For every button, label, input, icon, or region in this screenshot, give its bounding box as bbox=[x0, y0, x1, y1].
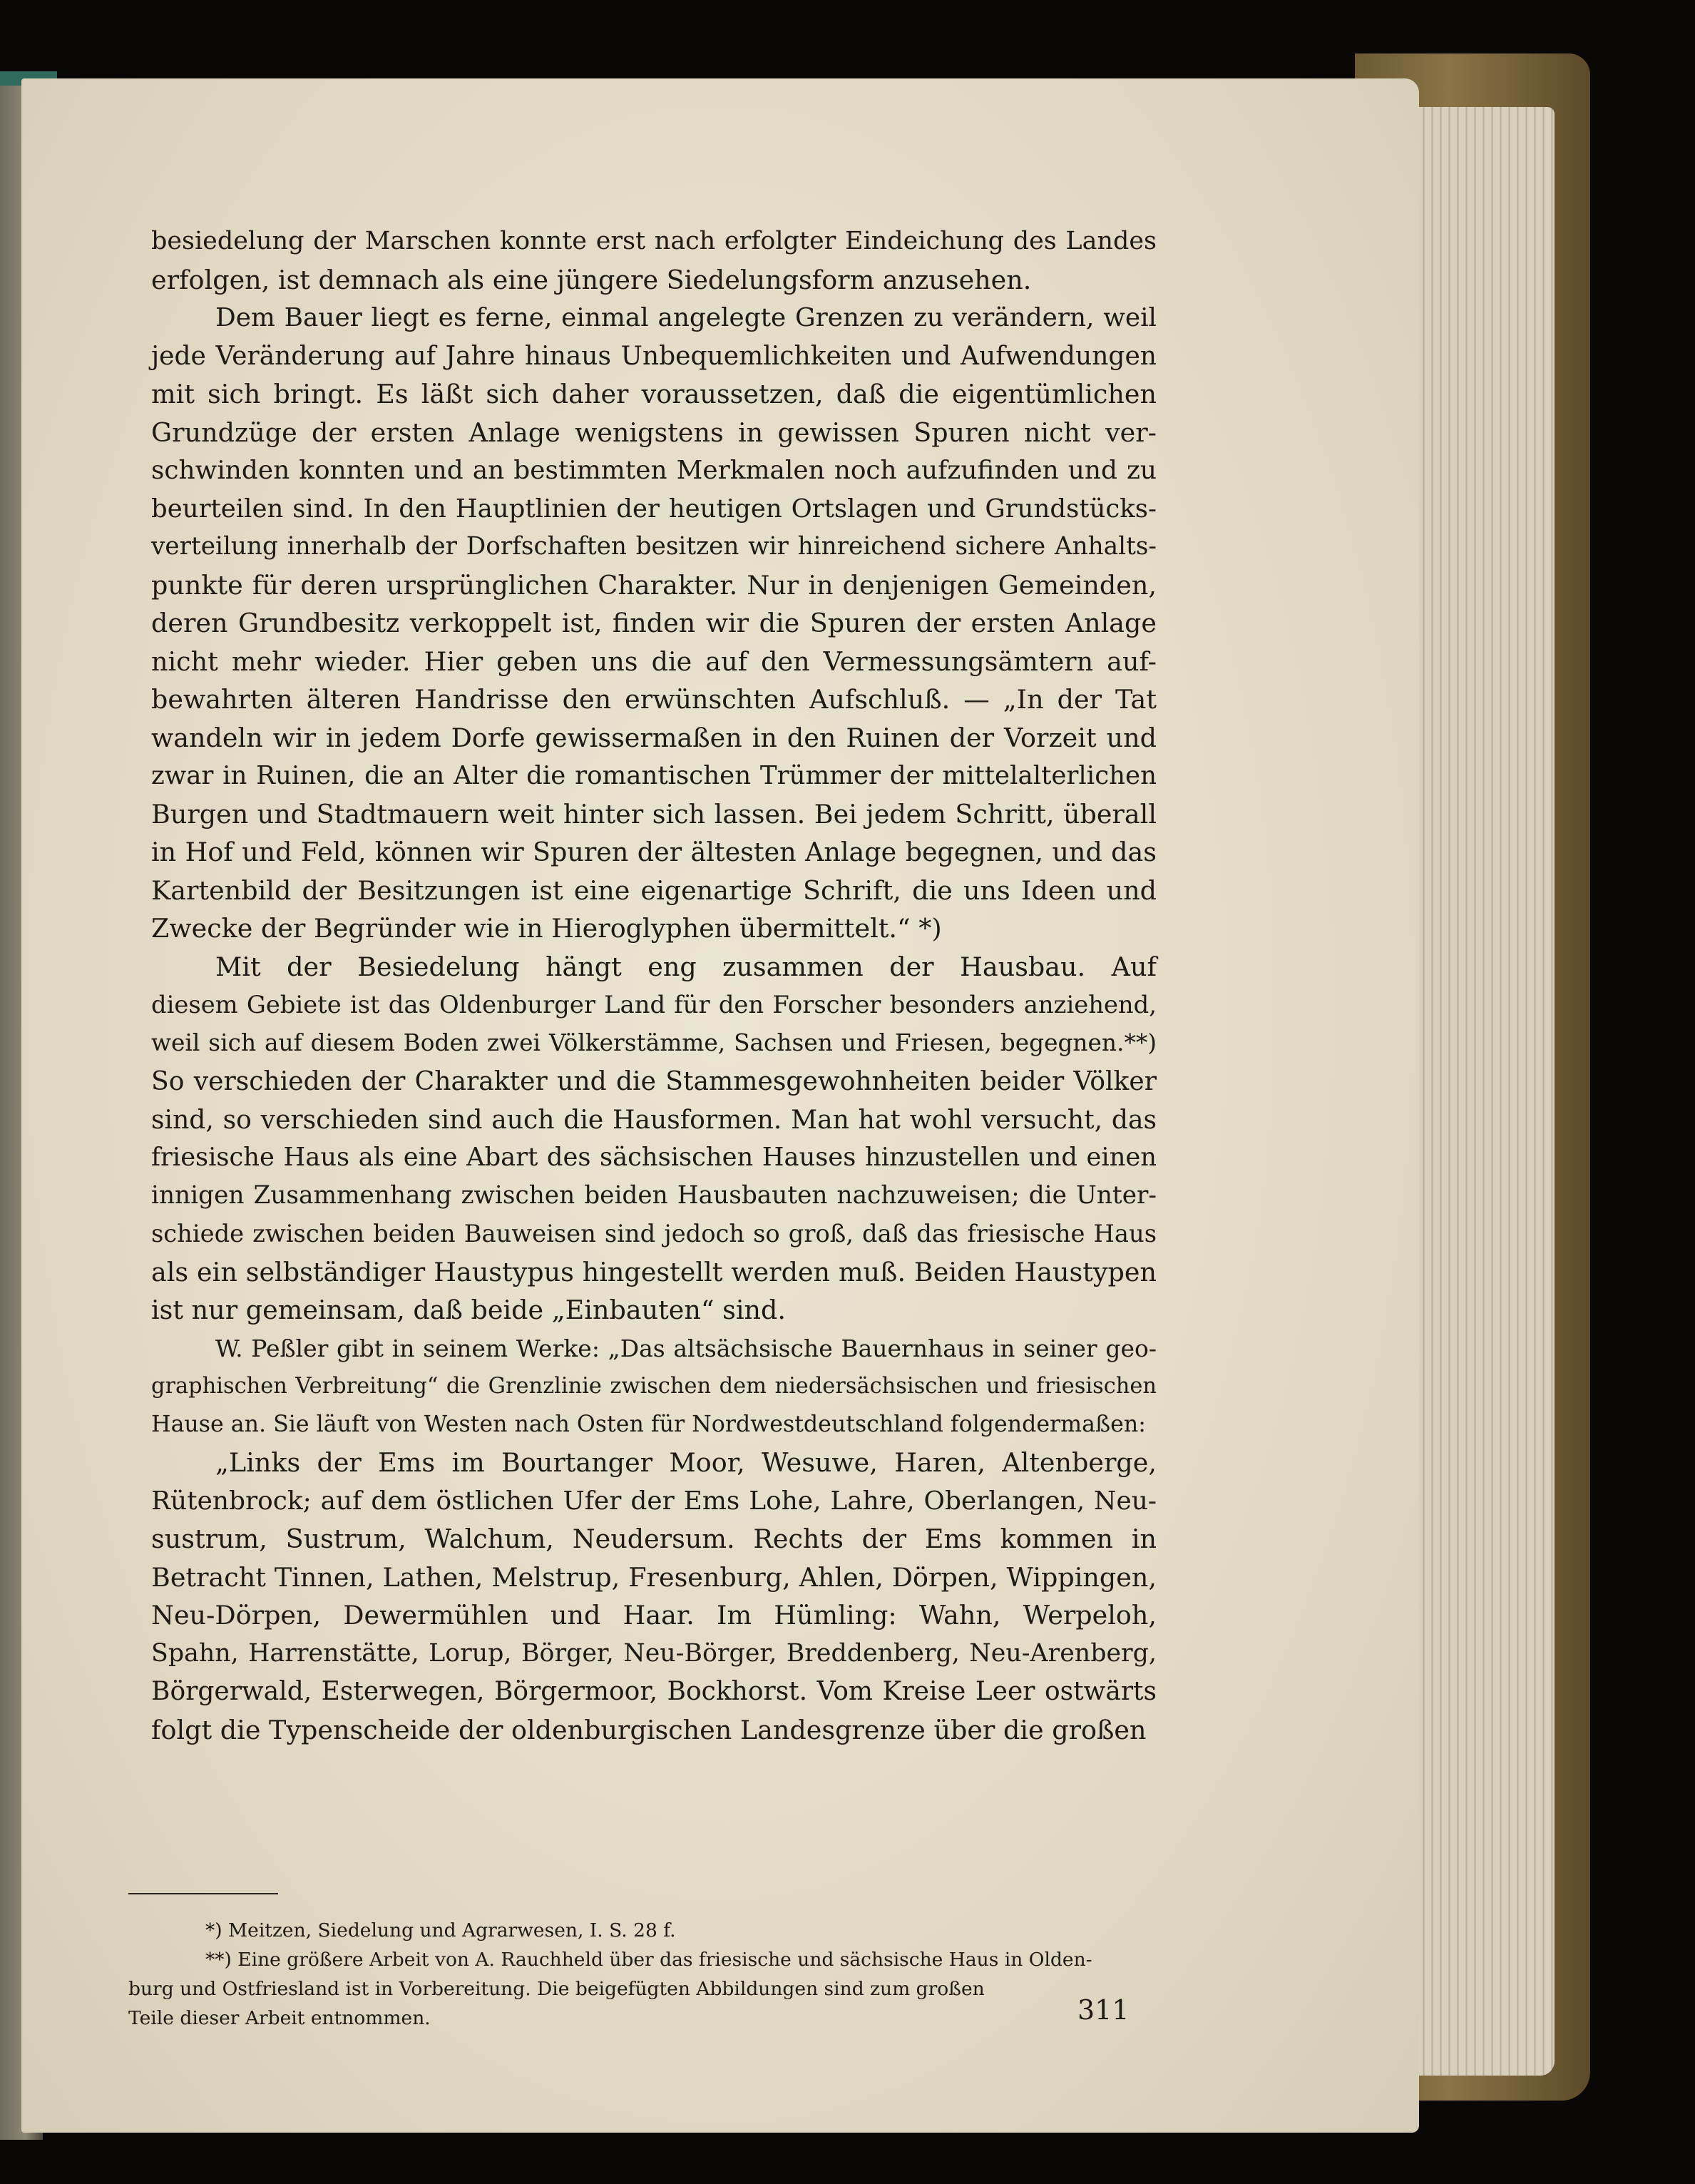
paragraph bbox=[151, 299, 1157, 948]
paragraph bbox=[151, 1330, 1157, 1444]
paragraph bbox=[151, 223, 1157, 299]
text-line: folgt die Typenscheide der oldenburgischen Landesgrenze über die großen bbox=[151, 1714, 1147, 1745]
footnote-line: *) Meitzen, Siedelung und Agrarwesen, I. S. 28 f. bbox=[205, 1919, 676, 1941]
text-line: ist nur gemeinsam, daß beide „Einbauten“ sind. bbox=[151, 1295, 787, 1325]
text-line: Zwecke der Begründer wie in Hieroglyphen übermittelt.“ *) bbox=[151, 913, 942, 944]
text-line: sustrum, Sustrum, Walchum, Neudersum. Rechts der Ems kommen in bbox=[151, 1524, 1157, 1554]
footnote-line: burg und Ostfriesland ist in Vorbereitung. Die beigefügten Abbildungen sind zum großen bbox=[128, 1978, 985, 2000]
text-line: Grundzüge der ersten Anlage wenigstens in gewissen Spuren nicht ver- bbox=[151, 417, 1157, 448]
text-line: besiedelung der Marschen konnte erst nach erfolgter Eindeichung des Landes bbox=[151, 227, 1157, 255]
text-line: deren Grundbesitz verkoppelt ist, finden wir die Spuren der ersten Anlage bbox=[151, 608, 1157, 638]
text-line: erfolgen, ist demnach als eine jüngere Siedelungsform anzusehen. bbox=[151, 264, 1032, 295]
text-line: Rütenbrock; auf dem östlichen Ufer der Ems Lohe, Lahre, Oberlangen, Neu- bbox=[151, 1486, 1157, 1516]
footnote-line: Teile dieser Arbeit entnommen. bbox=[128, 2007, 431, 2029]
text-line: Börgerwald, Esterwegen, Börgermoor, Bockhorst. Vom Kreise Leer ostwärts bbox=[151, 1677, 1157, 1706]
text-line: mit sich bringt. Es läßt sich daher voraussetzen, daß die eigentümlichen bbox=[151, 379, 1157, 409]
text-line: Hause an. Sie läuft von Westen nach Osten für Nordwestdeutschland folgendermaßen: bbox=[151, 1411, 1146, 1437]
text-line: Dem Bauer liegt es ferne, einmal angelegte Grenzen zu verändern, weil bbox=[215, 303, 1157, 332]
text-line: nicht mehr wieder. Hier geben uns die auf den Vermessungsämtern auf- bbox=[151, 645, 1157, 677]
text-line: „Links der Ems im Bourtanger Moor, Wesuwe, Haren, Altenberge, bbox=[215, 1447, 1157, 1478]
text-line: diesem Gebiete ist das Oldenburger Land für den Forscher besonders anziehend, bbox=[151, 991, 1157, 1019]
text-line: Kartenbild der Besitzungen ist eine eigenartige Schrift, die uns Ideen und bbox=[151, 874, 1157, 906]
text-line: sind, so verschieden sind auch die Hausformen. Man hat wohl versucht, das bbox=[151, 1103, 1157, 1135]
text-line: schiede zwischen beiden Bauweisen sind jedoch so groß, daß das friesische Haus bbox=[151, 1220, 1157, 1247]
text-line: in Hof und Feld, können wir Spuren der ältesten Anlage begegnen, und das bbox=[151, 837, 1157, 867]
footnote-line: **) Eine größere Arbeit von A. Rauchheld über das friesische und sächsische Haus in Olden- bbox=[205, 1949, 1092, 1971]
text-line: zwar in Ruinen, die an Alter die romantischen Trümmer der mittelalterlichen bbox=[151, 761, 1157, 790]
text-line: beurteilen sind. In den Hauptlinien der heutigen Ortslagen und Grundstücks- bbox=[151, 494, 1157, 524]
text-line: Spahn, Harrenstätte, Lorup, Börger, Neu-Börger, Breddenberg, Neu-Arenberg, bbox=[151, 1638, 1157, 1668]
text-line: weil sich auf diesem Boden zwei Völkerstämme, Sachsen und Friesen, begegnen.**) bbox=[151, 1029, 1157, 1056]
text-line: schwinden konnten und an bestimmten Merkmalen noch aufzufinden und zu bbox=[151, 456, 1157, 485]
text-line: graphischen Verbreitung“ die Grenzlinie zwischen dem niedersächsischen und friesischen bbox=[151, 1374, 1157, 1399]
text-line: Mit der Besiedelung hängt eng zusammen der Hausbau. Auf bbox=[215, 951, 1157, 982]
text-line: wandeln wir in jedem Dorfe gewissermaßen in den Ruinen der Vorzeit und bbox=[151, 722, 1157, 753]
paragraph bbox=[151, 948, 1157, 1330]
text-line: Betracht Tinnen, Lathen, Melstrup, Fresenburg, Ahlen, Dörpen, Wippingen, bbox=[151, 1561, 1157, 1593]
body-text bbox=[151, 223, 1157, 1749]
text-line: jede Veränderung auf Jahre hinaus Unbequemlichkeiten und Aufwendungen bbox=[151, 341, 1157, 371]
text-line: punkte für deren ursprünglichen Charakter. Nur in denjenigen Gemeinden, bbox=[151, 569, 1157, 601]
text-line: Burgen und Stadtmauern weit hinter sich lassen. Bei jedem Schritt, überall bbox=[151, 798, 1157, 830]
footnotes bbox=[128, 1916, 1162, 2033]
page-number: 311 bbox=[1077, 1994, 1130, 2026]
text-line: als ein selbständiger Haustypus hingestellt werden muß. Beiden Haustypen bbox=[151, 1256, 1157, 1287]
text-line: friesische Haus als eine Abart des sächsischen Hauses hinzustellen und einen bbox=[151, 1143, 1157, 1172]
text-line: W. Peßler gibt in seinem Werke: „Das altsächsische Bauernhaus in seiner geo- bbox=[215, 1334, 1157, 1362]
text-line: So verschieden der Charakter und die Stammesgewohnheiten beider Völker bbox=[151, 1066, 1157, 1096]
text-line: bewahrten älteren Handrisse den erwünschten Aufschluß. — „In der Tat bbox=[151, 684, 1157, 715]
paragraph bbox=[151, 1444, 1157, 1749]
text-line: Neu-Dörpen, Dewermühlen und Haar. Im Hümling: Wahn, Werpeloh, bbox=[151, 1600, 1157, 1631]
text-line: verteilung innerhalb der Dorfschaften besitzen wir hinreichend sichere Anhalts- bbox=[151, 532, 1157, 561]
footnote-rule bbox=[128, 1893, 278, 1894]
text-line: innigen Zusammenhang zwischen beiden Hausbauten nachzuweisen; die Unter- bbox=[151, 1180, 1157, 1210]
